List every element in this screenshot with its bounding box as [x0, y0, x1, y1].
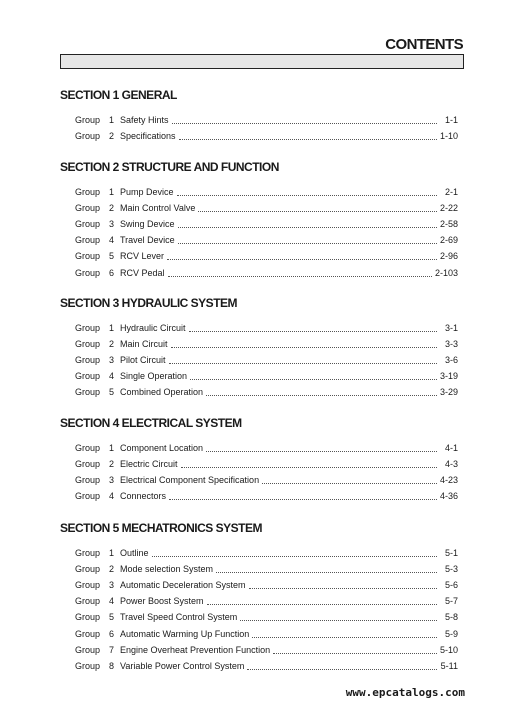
entry-title: RCV Lever [120, 251, 165, 262]
group-label: Group [75, 580, 101, 591]
toc-entry[interactable] [75, 644, 458, 657]
entry-title: Main Circuit [120, 339, 168, 350]
entry-title: Engine Overheat Prevention Function [120, 644, 271, 655]
group-label: Group [75, 459, 101, 470]
page-number: 5-11 [440, 660, 458, 671]
section-title: SECTION 2 STRUCTURE AND FUNCTION [60, 160, 279, 174]
group-number: 2 [109, 564, 115, 575]
entry-title: Swing Device [120, 219, 175, 230]
group-label: Group [75, 251, 101, 262]
group-number: 1 [109, 115, 115, 125]
group-number: 2 [109, 459, 115, 470]
group-number: 2 [109, 131, 115, 142]
page-number: 4-23 [439, 475, 458, 486]
toc-entry[interactable] [75, 474, 458, 487]
toc-entry[interactable] [75, 370, 458, 383]
group-number: 5 [109, 387, 115, 398]
entry-title: Automatic Deceleration System [120, 580, 246, 591]
dot-leader [177, 183, 437, 196]
page-number: 3-1 [444, 323, 458, 333]
dot-leader [273, 641, 437, 654]
group-number: 3 [109, 580, 115, 591]
entry-title: Electrical Component Specification [120, 475, 260, 486]
toc-entry[interactable] [75, 595, 458, 608]
group-number: 1 [109, 323, 115, 333]
section-title: SECTION 1 GENERAL [60, 88, 177, 102]
page-number: 5-8 [444, 612, 458, 623]
page-number: 1-10 [439, 131, 458, 142]
page-number: 4-1 [444, 443, 458, 453]
dot-leader [262, 471, 437, 484]
toc-entry[interactable] [75, 458, 458, 471]
entry-title: Mode selection System [120, 564, 214, 575]
toc-entry[interactable] [75, 660, 458, 673]
dot-leader [168, 264, 432, 277]
dot-leader [207, 592, 437, 605]
toc-entry[interactable] [75, 386, 458, 399]
group-label: Group [75, 267, 101, 278]
page-number: 2-69 [439, 235, 458, 246]
dot-leader [190, 367, 437, 380]
page-number: 2-22 [439, 203, 458, 214]
toc-entry[interactable] [75, 354, 458, 367]
group-label: Group [75, 355, 101, 366]
toc-entry[interactable] [75, 611, 458, 624]
group-label: Group [75, 115, 101, 125]
entry-title: Pump Device [120, 187, 174, 197]
toc-entry[interactable] [75, 628, 458, 641]
dot-leader [252, 625, 437, 638]
title-bar [60, 54, 464, 69]
group-number: 4 [109, 491, 115, 502]
group-number: 5 [109, 612, 115, 623]
group-label: Group [75, 596, 101, 607]
contents-title: CONTENTS [385, 36, 463, 53]
dot-leader [169, 487, 437, 500]
toc-entry[interactable] [75, 234, 458, 247]
toc-entry[interactable] [75, 267, 458, 280]
group-label: Group [75, 339, 101, 350]
dot-leader [171, 335, 437, 348]
dot-leader [178, 231, 437, 244]
toc-entry[interactable] [75, 186, 458, 199]
group-number: 1 [109, 548, 115, 558]
section-title: SECTION 5 MECHATRONICS SYSTEM [60, 521, 262, 535]
group-label: Group [75, 371, 101, 382]
group-number: 4 [109, 235, 115, 246]
page-number: 2-103 [434, 267, 458, 278]
entry-title: Connectors [120, 491, 167, 502]
page-number: 2-96 [439, 251, 458, 262]
page-number: 1-1 [444, 115, 458, 125]
group-label: Group [75, 628, 101, 639]
entry-title: Pilot Circuit [120, 355, 166, 366]
dot-leader [247, 657, 437, 670]
toc-entry[interactable] [75, 442, 458, 455]
group-number: 4 [109, 371, 115, 382]
group-label: Group [75, 323, 101, 333]
group-label: Group [75, 644, 101, 655]
toc-entry[interactable] [75, 218, 458, 231]
page-number: 2-58 [439, 219, 458, 230]
entry-title: Power Boost System [120, 596, 204, 607]
page-number: 5-1 [444, 548, 458, 558]
page-number: 2-1 [444, 187, 458, 197]
page-number: 4-36 [439, 491, 458, 502]
dot-leader [249, 576, 437, 589]
page-number: 3-29 [439, 387, 458, 398]
dot-leader [206, 383, 437, 396]
group-label: Group [75, 235, 101, 246]
dot-leader [169, 351, 437, 364]
page-number: 3-19 [439, 371, 458, 382]
entry-title: Combined Operation [120, 387, 204, 398]
dot-leader [181, 455, 437, 468]
page-number: 3-3 [444, 339, 458, 350]
entry-title: Safety Hints [120, 115, 169, 125]
section-title: SECTION 3 HYDRAULIC SYSTEM [60, 296, 238, 310]
dot-leader [152, 544, 437, 557]
group-number: 5 [109, 251, 115, 262]
dot-leader [240, 608, 437, 621]
group-number: 2 [109, 203, 115, 214]
footer-watermark: www.epcatalogs.com [345, 686, 465, 699]
dot-leader [206, 439, 437, 452]
entry-title: Travel Device [120, 235, 175, 246]
group-number: 3 [109, 475, 115, 486]
toc-entry[interactable] [75, 579, 458, 592]
dot-leader [167, 247, 437, 260]
entry-title: Main Control Valve [120, 203, 196, 214]
page-number: 5-9 [444, 628, 458, 639]
group-label: Group [75, 203, 101, 214]
toc-entry[interactable] [75, 250, 458, 263]
group-label: Group [75, 131, 101, 142]
group-number: 7 [109, 644, 115, 655]
group-label: Group [75, 548, 101, 558]
entry-title: Outline [120, 548, 149, 558]
dot-leader [198, 199, 437, 212]
dot-leader [172, 111, 437, 124]
toc-entry[interactable] [75, 547, 458, 560]
entry-title: Variable Power Control System [120, 660, 245, 671]
toc-entry[interactable] [75, 490, 458, 503]
group-number: 6 [109, 267, 115, 278]
page-number: 5-7 [444, 596, 458, 607]
group-label: Group [75, 564, 101, 575]
group-number: 3 [109, 355, 115, 366]
group-label: Group [75, 443, 101, 453]
dot-leader [179, 127, 437, 140]
page-number: 3-6 [444, 355, 458, 366]
entry-title: Single Operation [120, 371, 188, 382]
toc-entry[interactable] [75, 130, 458, 143]
toc-entry[interactable] [75, 563, 458, 576]
group-number: 2 [109, 339, 115, 350]
group-label: Group [75, 660, 101, 671]
group-label: Group [75, 475, 101, 486]
entry-title: Electric Circuit [120, 459, 178, 470]
group-number: 8 [109, 660, 115, 671]
entry-title: Travel Speed Control System [120, 612, 238, 623]
toc-entry[interactable] [75, 322, 458, 335]
group-number: 1 [109, 187, 115, 197]
group-label: Group [75, 219, 101, 230]
entry-title: Component Location [120, 443, 204, 453]
toc-entry[interactable] [75, 114, 458, 127]
entry-title: Specifications [120, 131, 176, 142]
section-title: SECTION 4 ELECTRICAL SYSTEM [60, 416, 242, 430]
dot-leader [189, 319, 437, 332]
dot-leader [178, 215, 437, 228]
group-number: 4 [109, 596, 115, 607]
group-number: 1 [109, 443, 115, 453]
page-number: 5-3 [444, 564, 458, 575]
dot-leader [216, 560, 437, 573]
entry-title: Hydraulic Circuit [120, 323, 186, 333]
group-label: Group [75, 187, 101, 197]
page-number: 4-3 [444, 459, 458, 470]
group-label: Group [75, 387, 101, 398]
entry-title: Automatic Warming Up Function [120, 628, 250, 639]
group-number: 3 [109, 219, 115, 230]
toc-entry[interactable] [75, 338, 458, 351]
group-label: Group [75, 612, 101, 623]
toc-entry[interactable] [75, 202, 458, 215]
group-number: 6 [109, 628, 115, 639]
page-number: 5-10 [439, 644, 458, 655]
page-number: 5-6 [444, 580, 458, 591]
entry-title: RCV Pedal [120, 267, 165, 278]
group-label: Group [75, 491, 101, 502]
